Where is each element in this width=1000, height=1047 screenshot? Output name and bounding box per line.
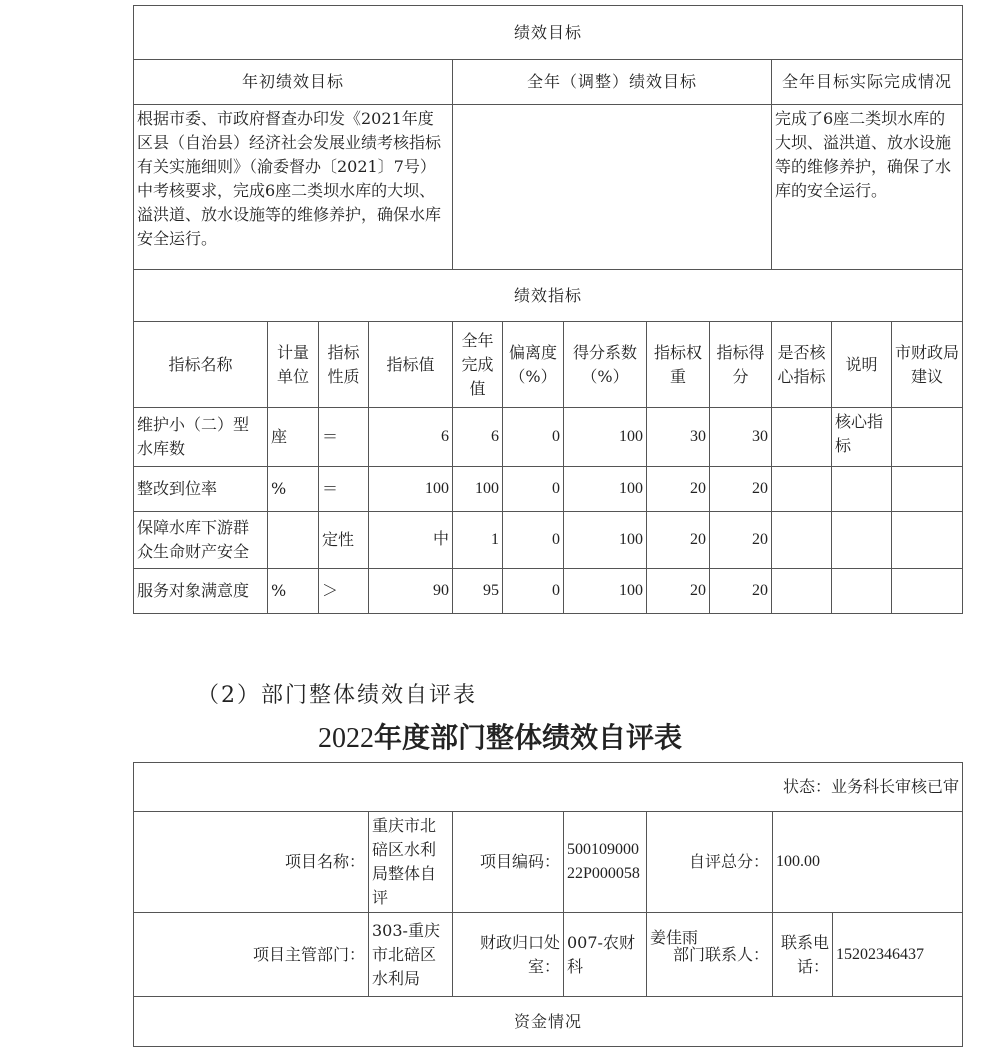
- indicator-deviation: 0: [503, 467, 564, 512]
- indicator-note: [832, 569, 892, 614]
- indicator-col-header: 是否核心指标: [772, 322, 832, 408]
- status-text: 状态：业务科长审核已审: [134, 763, 963, 812]
- indicator-advice: [892, 467, 963, 512]
- indicator-col-header: 计量单位: [268, 322, 319, 408]
- phone-label: 联系电话：: [773, 913, 833, 997]
- actual-status-text: 完成了6座二类坝水库的大坝、溢洪道、放水设施等的维修养护，确保了水库的安全运行。: [772, 105, 963, 270]
- indicator-nature: ＞: [319, 569, 369, 614]
- section-subtitle: （2）部门整体绩效自评表: [197, 683, 477, 708]
- indicator-col-header: 指标得分: [710, 322, 772, 408]
- table-row: [134, 569, 963, 614]
- indicator-unit: [268, 512, 319, 569]
- finance-dept-value: 007-农财科: [564, 913, 647, 997]
- indicator-note: [832, 467, 892, 512]
- supervisor-value: 303-重庆市北碚区水利局: [369, 913, 453, 997]
- performance-target-table: [133, 5, 963, 614]
- indicator-done: 6: [453, 408, 503, 467]
- indicator-is-core: [772, 512, 832, 569]
- document-title-text: 年度部门整体绩效自评表: [373, 721, 682, 754]
- indicator-advice: [892, 408, 963, 467]
- indicator-col-header: 偏离度（%）: [503, 322, 564, 408]
- project-code-value: 50010900022P000058: [564, 812, 647, 913]
- indicator-deviation: 0: [503, 408, 564, 467]
- initial-target-text: 根据市委、市政府督查办印发《2021年度区县（自治县）经济社会发展业绩考核指标有关实施细则》（渝委督办〔2021〕7号）中考核要求，完成6座二类坝水库的大坝、溢洪道、放水设施等的维修养护，确保水库安全运行。: [134, 105, 453, 270]
- indicator-name: 服务对象满意度: [134, 569, 268, 614]
- adjusted-target-text: [453, 105, 772, 270]
- col-header-actual-status: 全年目标实际完成情况: [772, 60, 963, 105]
- indicator-nature: 定性: [319, 512, 369, 569]
- indicator-nature: ＝: [319, 467, 369, 512]
- contact-value: 姜佳雨: [650, 928, 699, 947]
- table-row: [134, 512, 963, 569]
- table-row: [134, 467, 963, 512]
- indicator-weight: 20: [647, 512, 710, 569]
- funds-header: 资金情况: [134, 997, 963, 1047]
- indicator-col-header: 市财政局建议: [892, 322, 963, 408]
- indicator-col-header: 指标名称: [134, 322, 268, 408]
- supervisor-label: 项目主管部门：: [134, 913, 369, 997]
- indicator-value: 90: [369, 569, 453, 614]
- indicator-score: 30: [710, 408, 772, 467]
- indicator-done: 100: [453, 467, 503, 512]
- indicator-weight: 20: [647, 467, 710, 512]
- phone-value: 15202346437: [833, 913, 963, 997]
- indicator-deviation: 0: [503, 512, 564, 569]
- indicator-note: 核心指标: [832, 408, 892, 467]
- self-score-value: 100.00: [773, 812, 963, 913]
- indicator-value: 6: [369, 408, 453, 467]
- self-score-label: 自评总分：: [647, 812, 773, 913]
- indicator-coefficient: 100: [564, 467, 647, 512]
- col-header-initial-target: 年初绩效目标: [134, 60, 453, 105]
- indicator-value: 中: [369, 512, 453, 569]
- dept-self-evaluation-table: [133, 762, 963, 1047]
- section-header-targets: 绩效目标: [134, 6, 963, 60]
- section-header-indicators: 绩效指标: [134, 270, 963, 322]
- finance-dept-label: 财政归口处室：: [453, 913, 564, 997]
- indicator-note: [832, 512, 892, 569]
- indicator-col-header: 指标权重: [647, 322, 710, 408]
- indicator-done: 1: [453, 512, 503, 569]
- indicator-unit: 座: [268, 408, 319, 467]
- indicator-name: 保障水库下游群众生命财产安全: [134, 512, 268, 569]
- indicator-name: 维护小（二）型水库数: [134, 408, 268, 467]
- indicator-col-header: 说明: [832, 322, 892, 408]
- indicator-advice: [892, 512, 963, 569]
- indicator-weight: 30: [647, 408, 710, 467]
- indicator-col-header: 得分系数（%）: [564, 322, 647, 408]
- indicator-unit: %: [268, 467, 319, 512]
- indicator-score: 20: [710, 569, 772, 614]
- indicator-unit: %: [268, 569, 319, 614]
- indicator-done: 95: [453, 569, 503, 614]
- indicator-weight: 20: [647, 569, 710, 614]
- indicator-col-header: 全年完成值: [453, 322, 503, 408]
- indicator-score: 20: [710, 512, 772, 569]
- indicator-advice: [892, 569, 963, 614]
- project-code-label: 项目编码：: [453, 812, 564, 913]
- table-row: [134, 408, 963, 467]
- indicator-is-core: [772, 467, 832, 512]
- contact-label: 部门联系人：: [647, 913, 773, 997]
- col-header-adjusted-target: 全年（调整）绩效目标: [453, 60, 772, 105]
- indicator-col-header: 指标值: [369, 322, 453, 408]
- document-title-year: 2022: [317, 723, 374, 754]
- project-name-value: 重庆市北碚区水利局整体自评: [369, 812, 453, 913]
- project-name-label: 项目名称：: [134, 812, 369, 913]
- indicator-coefficient: 100: [564, 569, 647, 614]
- indicator-coefficient: 100: [564, 408, 647, 467]
- indicator-name: 整改到位率: [134, 467, 268, 512]
- indicator-is-core: [772, 408, 832, 467]
- indicator-coefficient: 100: [564, 512, 647, 569]
- document-title: [0, 716, 1000, 756]
- indicator-nature: ＝: [319, 408, 369, 467]
- indicator-deviation: 0: [503, 569, 564, 614]
- indicator-value: 100: [369, 467, 453, 512]
- indicator-score: 20: [710, 467, 772, 512]
- indicator-col-header: 指标性质: [319, 322, 369, 408]
- indicator-is-core: [772, 569, 832, 614]
